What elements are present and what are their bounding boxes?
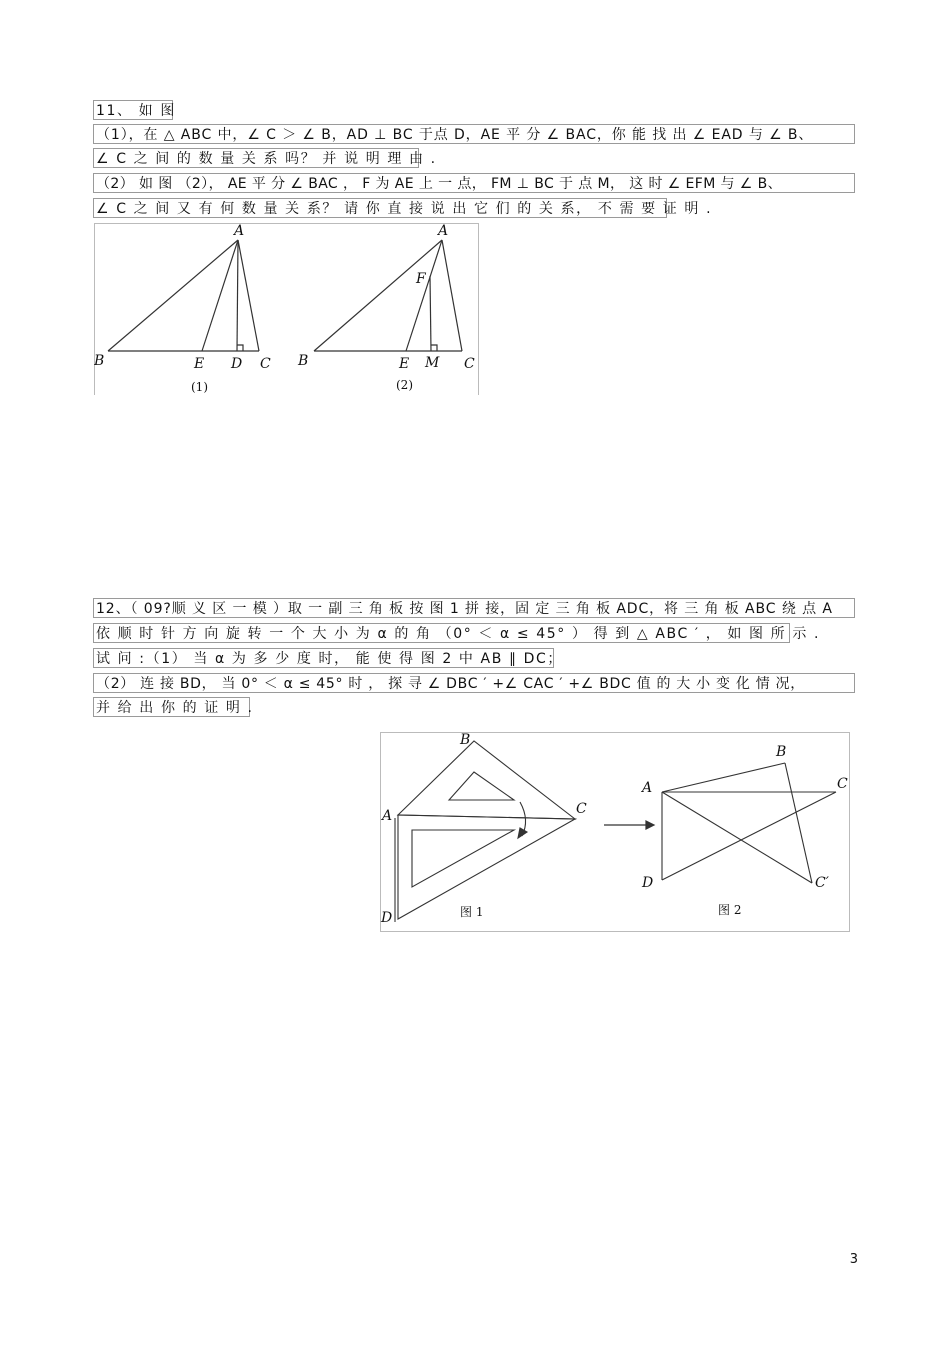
fig2-label-M: M: [425, 355, 440, 371]
fig2-label-A: A: [438, 223, 449, 239]
q12-line5: 并 给 出 你 的 证 明 .: [93, 697, 250, 717]
q12-fig2-label-D: D: [642, 875, 654, 891]
q12-fig1-label-C: C: [576, 801, 587, 817]
fig1-label-D: D: [231, 356, 243, 372]
q12-line1: 12、（ 09?顺 义 区 一 模 ）取 一 副 三 角 板 按 图 1 拼 接，固 定 三 角 板 ADC，将 三 角 板 ABC 绕 点 A: [93, 598, 855, 618]
fig2-label-F: F: [416, 271, 426, 287]
fig2-label-E: E: [399, 356, 410, 372]
q12-line4: （2） 连 接 BD， 当 0° ＜ α ≤ 45° 时 ， 探 寻 ∠ DBC ′ +∠ CAC ′ +∠ BDC 值 的 大 小 变 化 情 况，: [93, 673, 855, 693]
q12-line2: 依 顺 时 针 方 向 旋 转 一 个 大 小 为 α 的 角 （0° ＜ α ≤ 45° ） 得 到 △ ABC ′ ， 如 图 所 示 .: [93, 623, 790, 643]
q12-transform-arrow: [604, 821, 654, 829]
q11-figure-2: [314, 240, 462, 351]
fig1-label-B: B: [94, 353, 105, 369]
q12-fig2-label-C: C: [837, 776, 848, 792]
q12-line3: 试 问 :（1） 当 α 为 多 少 度 时， 能 使 得 图 2 中 AB ∥ DC；: [93, 648, 554, 668]
q12-fig1-label-D: D: [381, 910, 393, 926]
q11-figure-1: [108, 240, 259, 351]
q12-figure-1: [395, 741, 575, 922]
q12-figure-2: [662, 763, 836, 883]
q11-part1-line1: （1），在 △ ABC 中，∠ C ＞ ∠ B，AD ⊥ BC 于点 D，AE 平 分 ∠ BAC，你 能 找 出 ∠ EAD 与 ∠ B、: [93, 124, 855, 144]
fig2-caption: (2): [396, 378, 413, 392]
q12-fig2-label-A: A: [642, 780, 653, 796]
page-number: 3: [849, 1252, 858, 1267]
q11-figures: [94, 223, 480, 395]
fig2-label-C: C: [464, 356, 475, 372]
q12-fig1-label-A: A: [382, 808, 393, 824]
q11-part1-line2: ∠ C 之 间 的 数 量 关 系 吗？ 并 说 明 理 由 .: [93, 148, 419, 168]
q11-title: 11、 如 图: [93, 100, 173, 120]
q12-fig1-caption: 图 1: [460, 905, 484, 919]
q12-figures: [380, 732, 850, 932]
fig1-caption: (1): [191, 380, 208, 394]
q12-fig2-label-Cprime: C′: [815, 875, 829, 891]
q11-part2-line2: ∠ C 之 间 又 有 何 数 量 关 系？ 请 你 直 接 说 出 它 们 的 关 系， 不 需 要 证 明 .: [93, 198, 667, 218]
q12-fig2-caption: 图 2: [718, 903, 742, 917]
q12-fig1-label-B: B: [460, 732, 471, 748]
fig1-label-E: E: [194, 356, 205, 372]
fig1-label-C: C: [260, 356, 271, 372]
fig2-label-B: B: [298, 353, 309, 369]
fig1-label-A: A: [234, 223, 245, 239]
q12-fig2-label-B: B: [776, 744, 787, 760]
q11-part2-line1: （2） 如 图 （2）， AE 平 分 ∠ BAC ， F 为 AE 上 一 点， FM ⊥ BC 于 点 M， 这 时 ∠ EFM 与 ∠ B、: [93, 173, 855, 193]
